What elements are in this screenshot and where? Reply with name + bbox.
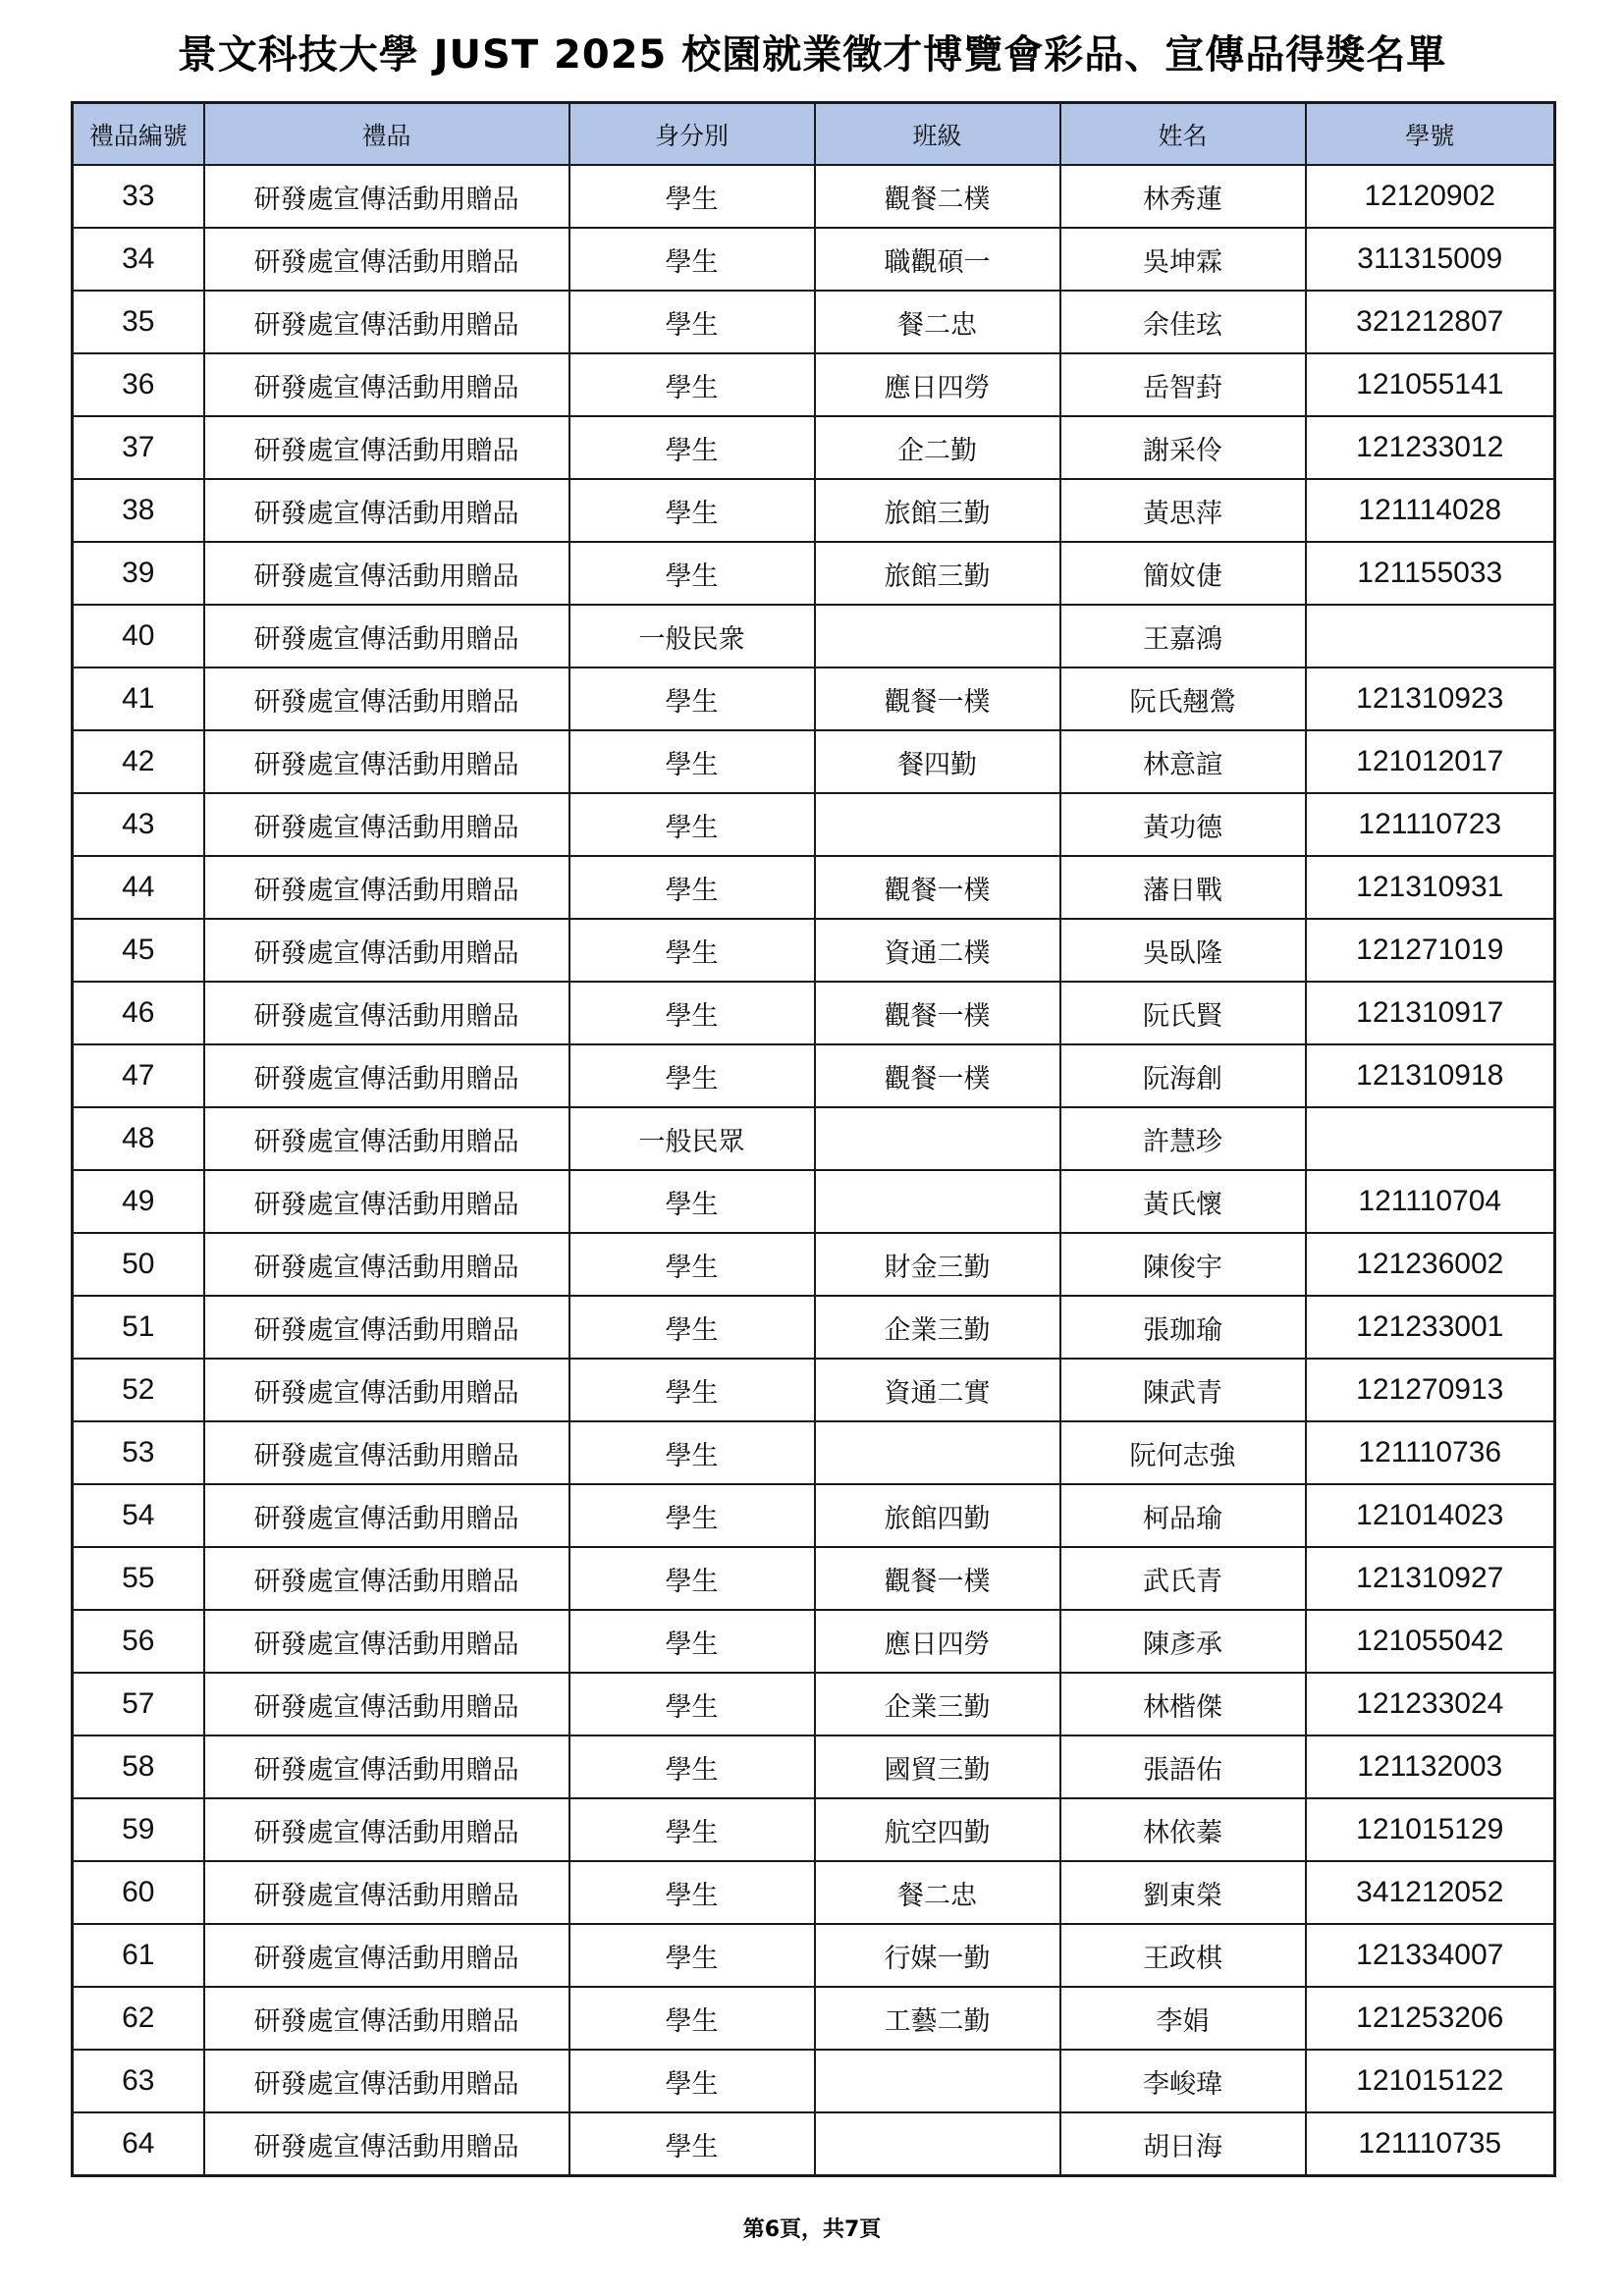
- student-id-cell: 121233012: [1306, 416, 1555, 479]
- student-id-cell: 321212807: [1306, 291, 1555, 353]
- name-cell: 王嘉鴻: [1060, 605, 1306, 667]
- name-cell: 阮氏賢: [1060, 982, 1306, 1044]
- identity-cell: 學生: [569, 542, 815, 605]
- gift-cell: 研發處宣傳活動用贈品: [204, 1547, 569, 1610]
- name-cell: 藩日戰: [1060, 856, 1306, 919]
- gift-number-cell: 43: [73, 793, 204, 856]
- class-cell: [815, 2050, 1060, 2112]
- header-identity: 身分別: [569, 103, 815, 166]
- class-cell: 觀餐一樸: [815, 1547, 1060, 1610]
- identity-cell: 學生: [569, 793, 815, 856]
- name-cell: 李娟: [1060, 1987, 1306, 2050]
- class-cell: 資通二樸: [815, 919, 1060, 982]
- student-id-cell: 121110735: [1306, 2112, 1555, 2176]
- gift-cell: 研發處宣傳活動用贈品: [204, 1610, 569, 1673]
- student-id-cell: 121015122: [1306, 2050, 1555, 2112]
- gift-number-cell: 56: [73, 1610, 204, 1673]
- gift-number-cell: 35: [73, 291, 204, 353]
- header-gift: 禮品: [204, 103, 569, 166]
- name-cell: 柯品瑜: [1060, 1484, 1306, 1547]
- identity-cell: 學生: [569, 1359, 815, 1421]
- student-id-cell: 341212052: [1306, 1861, 1555, 1924]
- table-row: [73, 1547, 1555, 1610]
- table-row: [73, 1861, 1555, 1924]
- student-id-cell: [1306, 605, 1555, 667]
- gift-number-cell: 48: [73, 1107, 204, 1170]
- award-table-body: [73, 165, 1555, 2176]
- header-class: 班級: [815, 103, 1060, 166]
- gift-cell: 研發處宣傳活動用贈品: [204, 479, 569, 542]
- name-cell: 胡日海: [1060, 2112, 1306, 2176]
- name-cell: 黃氏懷: [1060, 1170, 1306, 1233]
- gift-cell: 研發處宣傳活動用贈品: [204, 1044, 569, 1107]
- identity-cell: 學生: [569, 856, 815, 919]
- page-footer: 第6頁，共7頁: [742, 2217, 882, 2242]
- gift-cell: 研發處宣傳活動用贈品: [204, 1861, 569, 1924]
- header-gift-number: 禮品編號: [73, 103, 204, 166]
- identity-cell: 學生: [569, 919, 815, 982]
- class-cell: 旅館三勤: [815, 542, 1060, 605]
- gift-number-cell: 41: [73, 667, 204, 730]
- identity-cell: 學生: [569, 1547, 815, 1610]
- table-row: [73, 2050, 1555, 2112]
- name-cell: 余佳玹: [1060, 291, 1306, 353]
- class-cell: 職觀碩一: [815, 228, 1060, 291]
- gift-cell: 研發處宣傳活動用贈品: [204, 919, 569, 982]
- student-id-cell: 121110736: [1306, 1421, 1555, 1484]
- student-id-cell: 121310918: [1306, 1044, 1555, 1107]
- table-row: [73, 228, 1555, 291]
- class-cell: 旅館四勤: [815, 1484, 1060, 1547]
- table-row: [73, 919, 1555, 982]
- identity-cell: 學生: [569, 1987, 815, 2050]
- student-id-cell: 121310923: [1306, 667, 1555, 730]
- gift-number-cell: 63: [73, 2050, 204, 2112]
- gift-cell: 研發處宣傳活動用贈品: [204, 1359, 569, 1421]
- student-id-cell: 121233001: [1306, 1296, 1555, 1359]
- table-row: [73, 479, 1555, 542]
- table-row: [73, 605, 1555, 667]
- name-cell: 吳臥隆: [1060, 919, 1306, 982]
- student-id-cell: 121155033: [1306, 542, 1555, 605]
- identity-cell: 學生: [569, 1673, 815, 1735]
- gift-cell: 研發處宣傳活動用贈品: [204, 793, 569, 856]
- gift-cell: 研發處宣傳活動用贈品: [204, 856, 569, 919]
- class-cell: 觀餐一樸: [815, 982, 1060, 1044]
- name-cell: 林楷傑: [1060, 1673, 1306, 1735]
- identity-cell: 學生: [569, 1044, 815, 1107]
- name-cell: 陳俊宇: [1060, 1233, 1306, 1296]
- table-row: [73, 1610, 1555, 1673]
- identity-cell: 學生: [569, 1170, 815, 1233]
- gift-cell: 研發處宣傳活動用贈品: [204, 1673, 569, 1735]
- name-cell: 簡妏倢: [1060, 542, 1306, 605]
- table-row: [73, 1233, 1555, 1296]
- name-cell: 張語佑: [1060, 1735, 1306, 1798]
- name-cell: 吳坤霖: [1060, 228, 1306, 291]
- identity-cell: 學生: [569, 730, 815, 793]
- gift-number-cell: 46: [73, 982, 204, 1044]
- gift-number-cell: 38: [73, 479, 204, 542]
- gift-cell: 研發處宣傳活動用贈品: [204, 1233, 569, 1296]
- name-cell: 陳武青: [1060, 1359, 1306, 1421]
- table-row: [73, 1421, 1555, 1484]
- class-cell: 觀餐一樸: [815, 856, 1060, 919]
- name-cell: 林意諠: [1060, 730, 1306, 793]
- gift-cell: 研發處宣傳活動用贈品: [204, 165, 569, 228]
- identity-cell: 學生: [569, 1924, 815, 1987]
- gift-number-cell: 39: [73, 542, 204, 605]
- name-cell: 張珈瑜: [1060, 1296, 1306, 1359]
- name-cell: 林依蓁: [1060, 1798, 1306, 1861]
- name-cell: 劉東榮: [1060, 1861, 1306, 1924]
- gift-number-cell: 60: [73, 1861, 204, 1924]
- student-id-cell: 121114028: [1306, 479, 1555, 542]
- header-row: [73, 103, 1555, 166]
- student-id-cell: 121334007: [1306, 1924, 1555, 1987]
- identity-cell: 學生: [569, 1610, 815, 1673]
- name-cell: 王政棋: [1060, 1924, 1306, 1987]
- gift-cell: 研發處宣傳活動用贈品: [204, 1987, 569, 2050]
- identity-cell: 學生: [569, 2112, 815, 2176]
- table-row: [73, 1798, 1555, 1861]
- identity-cell: 學生: [569, 416, 815, 479]
- name-cell: 阮何志強: [1060, 1421, 1306, 1484]
- identity-cell: 學生: [569, 1296, 815, 1359]
- gift-number-cell: 40: [73, 605, 204, 667]
- identity-cell: 一般民眾: [569, 1107, 815, 1170]
- class-cell: 應日四勞: [815, 353, 1060, 416]
- identity-cell: 學生: [569, 353, 815, 416]
- award-table-header: [73, 103, 1555, 166]
- identity-cell: 學生: [569, 667, 815, 730]
- student-id-cell: 121271019: [1306, 919, 1555, 982]
- gift-number-cell: 61: [73, 1924, 204, 1987]
- gift-number-cell: 34: [73, 228, 204, 291]
- class-cell: 餐二忠: [815, 291, 1060, 353]
- student-id-cell: 121310917: [1306, 982, 1555, 1044]
- gift-number-cell: 58: [73, 1735, 204, 1798]
- name-cell: 謝采伶: [1060, 416, 1306, 479]
- student-id-cell: 121233024: [1306, 1673, 1555, 1735]
- student-id-cell: 121110704: [1306, 1170, 1555, 1233]
- class-cell: 工藝二勤: [815, 1987, 1060, 2050]
- identity-cell: 學生: [569, 1798, 815, 1861]
- identity-cell: 學生: [569, 165, 815, 228]
- class-cell: [815, 1107, 1060, 1170]
- gift-number-cell: 36: [73, 353, 204, 416]
- table-row: [73, 353, 1555, 416]
- gift-cell: 研發處宣傳活動用贈品: [204, 982, 569, 1044]
- gift-cell: 研發處宣傳活動用贈品: [204, 605, 569, 667]
- identity-cell: 學生: [569, 2050, 815, 2112]
- table-row: [73, 667, 1555, 730]
- gift-number-cell: 62: [73, 1987, 204, 2050]
- table-row: [73, 1673, 1555, 1735]
- gift-cell: 研發處宣傳活動用贈品: [204, 353, 569, 416]
- name-cell: 武氏青: [1060, 1547, 1306, 1610]
- class-cell: [815, 1170, 1060, 1233]
- student-id-cell: 121236002: [1306, 1233, 1555, 1296]
- identity-cell: 學生: [569, 1861, 815, 1924]
- identity-cell: 學生: [569, 1421, 815, 1484]
- gift-cell: 研發處宣傳活動用贈品: [204, 730, 569, 793]
- class-cell: 企二勤: [815, 416, 1060, 479]
- name-cell: 林秀蓮: [1060, 165, 1306, 228]
- class-cell: 餐二忠: [815, 1861, 1060, 1924]
- gift-number-cell: 53: [73, 1421, 204, 1484]
- gift-cell: 研發處宣傳活動用贈品: [204, 1735, 569, 1798]
- class-cell: 企業三勤: [815, 1673, 1060, 1735]
- gift-cell: 研發處宣傳活動用贈品: [204, 416, 569, 479]
- gift-cell: 研發處宣傳活動用贈品: [204, 1170, 569, 1233]
- identity-cell: 學生: [569, 291, 815, 353]
- student-id-cell: 12120902: [1306, 165, 1555, 228]
- gift-cell: 研發處宣傳活動用贈品: [204, 1107, 569, 1170]
- class-cell: 財金三勤: [815, 1233, 1060, 1296]
- gift-cell: 研發處宣傳活動用贈品: [204, 1484, 569, 1547]
- student-id-cell: 121132003: [1306, 1735, 1555, 1798]
- identity-cell: 學生: [569, 982, 815, 1044]
- student-id-cell: [1306, 1107, 1555, 1170]
- class-cell: 資通二實: [815, 1359, 1060, 1421]
- student-id-cell: 121055042: [1306, 1610, 1555, 1673]
- gift-number-cell: 47: [73, 1044, 204, 1107]
- table-row: [73, 982, 1555, 1044]
- class-cell: [815, 1421, 1060, 1484]
- gift-cell: 研發處宣傳活動用贈品: [204, 228, 569, 291]
- table-row: [73, 793, 1555, 856]
- gift-number-cell: 42: [73, 730, 204, 793]
- class-cell: [815, 2112, 1060, 2176]
- student-id-cell: 121310931: [1306, 856, 1555, 919]
- identity-cell: 學生: [569, 1233, 815, 1296]
- table-row: [73, 1107, 1555, 1170]
- class-cell: 觀餐一樸: [815, 667, 1060, 730]
- page-title: 景文科技大學 JUST 2025 校園就業徵才博覽會彩品、宣傳品得獎名單: [177, 32, 1447, 78]
- gift-number-cell: 52: [73, 1359, 204, 1421]
- student-id-cell: 121055141: [1306, 353, 1555, 416]
- gift-number-cell: 51: [73, 1296, 204, 1359]
- student-id-cell: 121012017: [1306, 730, 1555, 793]
- identity-cell: 一般民衆: [569, 605, 815, 667]
- table-row: [73, 856, 1555, 919]
- gift-cell: 研發處宣傳活動用贈品: [204, 2112, 569, 2176]
- name-cell: 李峻瑋: [1060, 2050, 1306, 2112]
- class-cell: [815, 793, 1060, 856]
- table-row: [73, 1484, 1555, 1547]
- table-row: [73, 1987, 1555, 2050]
- class-cell: 國貿三勤: [815, 1735, 1060, 1798]
- gift-number-cell: 49: [73, 1170, 204, 1233]
- student-id-cell: 121110723: [1306, 793, 1555, 856]
- table-row: [73, 2112, 1555, 2176]
- gift-number-cell: 59: [73, 1798, 204, 1861]
- gift-cell: 研發處宣傳活動用贈品: [204, 667, 569, 730]
- student-id-cell: 121015129: [1306, 1798, 1555, 1861]
- student-id-cell: 121270913: [1306, 1359, 1555, 1421]
- class-cell: 餐四勤: [815, 730, 1060, 793]
- table-row: [73, 1170, 1555, 1233]
- class-cell: 旅館三勤: [815, 479, 1060, 542]
- gift-number-cell: 64: [73, 2112, 204, 2176]
- table-row: [73, 1735, 1555, 1798]
- gift-cell: 研發處宣傳活動用贈品: [204, 1798, 569, 1861]
- name-cell: 黃思萍: [1060, 479, 1306, 542]
- gift-number-cell: 54: [73, 1484, 204, 1547]
- name-cell: 黃功德: [1060, 793, 1306, 856]
- student-id-cell: 311315009: [1306, 228, 1555, 291]
- gift-number-cell: 57: [73, 1673, 204, 1735]
- award-table: [71, 101, 1556, 2177]
- table-row: [73, 1296, 1555, 1359]
- name-cell: 岳智葑: [1060, 353, 1306, 416]
- gift-cell: 研發處宣傳活動用贈品: [204, 542, 569, 605]
- header-name: 姓名: [1060, 103, 1306, 166]
- class-cell: 觀餐一樸: [815, 1044, 1060, 1107]
- gift-cell: 研發處宣傳活動用贈品: [204, 1296, 569, 1359]
- table-row: [73, 542, 1555, 605]
- identity-cell: 學生: [569, 228, 815, 291]
- header-student-id: 學號: [1306, 103, 1555, 166]
- class-cell: 航空四勤: [815, 1798, 1060, 1861]
- class-cell: 應日四勞: [815, 1610, 1060, 1673]
- class-cell: [815, 605, 1060, 667]
- name-cell: 陳彥承: [1060, 1610, 1306, 1673]
- gift-number-cell: 44: [73, 856, 204, 919]
- table-row: [73, 416, 1555, 479]
- gift-number-cell: 33: [73, 165, 204, 228]
- class-cell: 行媒一勤: [815, 1924, 1060, 1987]
- identity-cell: 學生: [569, 479, 815, 542]
- name-cell: 許慧珍: [1060, 1107, 1306, 1170]
- table-row: [73, 165, 1555, 228]
- gift-cell: 研發處宣傳活動用贈品: [204, 2050, 569, 2112]
- gift-number-cell: 45: [73, 919, 204, 982]
- identity-cell: 學生: [569, 1735, 815, 1798]
- student-id-cell: 121253206: [1306, 1987, 1555, 2050]
- gift-number-cell: 50: [73, 1233, 204, 1296]
- gift-cell: 研發處宣傳活動用贈品: [204, 1421, 569, 1484]
- student-id-cell: 121310927: [1306, 1547, 1555, 1610]
- gift-cell: 研發處宣傳活動用贈品: [204, 1924, 569, 1987]
- class-cell: 觀餐二樸: [815, 165, 1060, 228]
- table-row: [73, 291, 1555, 353]
- name-cell: 阮氏翹鶯: [1060, 667, 1306, 730]
- table-row: [73, 1044, 1555, 1107]
- gift-number-cell: 37: [73, 416, 204, 479]
- student-id-cell: 121014023: [1306, 1484, 1555, 1547]
- table-row: [73, 1924, 1555, 1987]
- table-row: [73, 730, 1555, 793]
- identity-cell: 學生: [569, 1484, 815, 1547]
- table-row: [73, 1359, 1555, 1421]
- gift-number-cell: 55: [73, 1547, 204, 1610]
- name-cell: 阮海創: [1060, 1044, 1306, 1107]
- gift-cell: 研發處宣傳活動用贈品: [204, 291, 569, 353]
- class-cell: 企業三勤: [815, 1296, 1060, 1359]
